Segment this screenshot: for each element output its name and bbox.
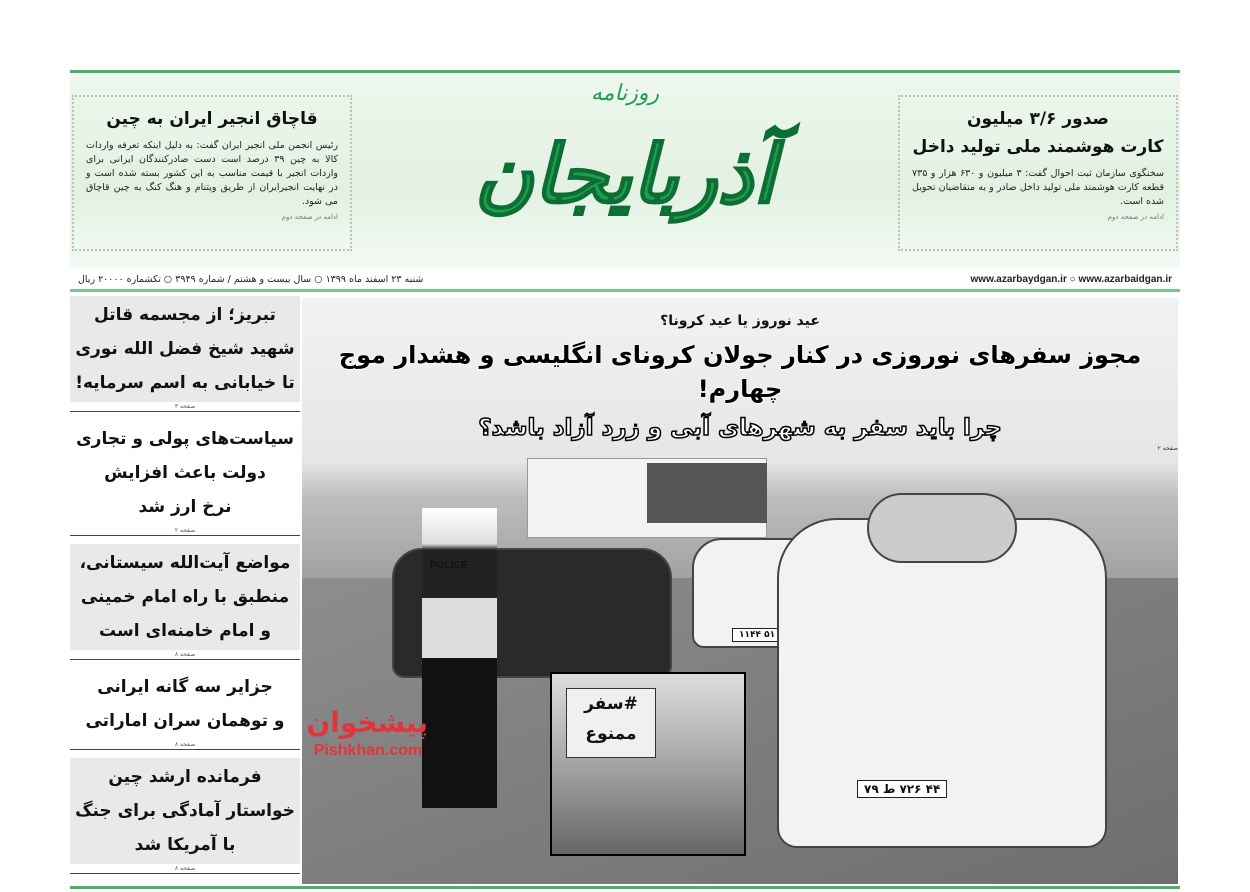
sidebar-item[interactable] bbox=[70, 668, 300, 740]
headline-line: منطبق با راه امام خمینی bbox=[80, 587, 290, 607]
continued-note: ادامه در صفحه دوم bbox=[1107, 213, 1164, 221]
newspaper-logo bbox=[360, 73, 890, 268]
issue-info: شنبه ۲۳ اسفند ماه ۱۳۹۹ ○ سال بیست و هشتم / شماره ۳۹۴۹ ○ تکشماره ۲۰۰۰۰ ریال bbox=[78, 274, 424, 285]
headline-line: دولت باعث افزایش bbox=[104, 463, 266, 483]
headline-line: شهید شیخ فضل الله نوری bbox=[75, 339, 295, 359]
masthead bbox=[70, 70, 1180, 268]
protest-sign: #سفر ممنوع bbox=[566, 688, 656, 758]
box-body: سخنگوی سازمان ثبت احوال گفت: ۳ میلیون و ۶۳۰ هزار و ۷۳۵ قطعه کارت هوشمند ملی تولید داخل صادر و به متقاضیان تحویل شده است. bbox=[912, 168, 1164, 207]
page-ref: صفحه ۸ bbox=[70, 740, 300, 750]
page-ref: صفحه ۲ bbox=[1157, 445, 1178, 452]
subheadline: چرا باید سفر به شهرهای آبی و زرد آزاد باشد؟ bbox=[478, 415, 1002, 441]
headline-line: و امام خامنه‌ای است bbox=[99, 621, 271, 641]
news-box-fig-smuggling[interactable] bbox=[72, 95, 352, 251]
headline-line: تبریز؛ از مجسمه قاتل bbox=[94, 305, 276, 325]
headline-line: تا خیابانی به اسم سرمایه! bbox=[75, 373, 295, 393]
roof-box-image bbox=[867, 493, 1017, 563]
headline-line: و توهمان سران اماراتی bbox=[85, 711, 285, 731]
box-body: رئیس انجمن ملی انجیر ایران گفت: به دلیل اینکه تعرفه واردات کالا به چین ۳۹ درصد است دست صادرکنندگان ایرانی برای واردات انجیر با قیمت مناسب به این کشور بسته شده است و در نهایت انجیرایران از طریق ویتنام و هنگ کنگ به چین قاچاق می شود. bbox=[86, 140, 338, 207]
logo-subtext: روزنامه bbox=[590, 81, 660, 106]
bottom-divider bbox=[70, 886, 1180, 889]
truck-trailer-image bbox=[647, 463, 767, 523]
main-story-photo[interactable] bbox=[302, 298, 1178, 884]
police-officer-image bbox=[422, 508, 497, 808]
inset-photo[interactable] bbox=[550, 672, 746, 856]
continued-note: ادامه در صفحه دوم bbox=[281, 213, 338, 221]
headline-line: مواضع آیت‌الله سیستانی، bbox=[79, 553, 291, 573]
news-box-national-id-cards[interactable] bbox=[898, 95, 1178, 251]
main-story-titles bbox=[302, 310, 1178, 454]
page-ref: صفحه ۸ bbox=[70, 650, 300, 660]
websites[interactable]: www.azarbaydgan.ir ○ www.azarbaidgan.ir bbox=[970, 274, 1172, 285]
headline-line: خواستار آمادگی برای جنگ bbox=[75, 801, 295, 821]
license-plate: ۴۴ ۷۲۶ ط ۷۹ bbox=[857, 780, 947, 798]
box-title-line1: صدور ۳/۶ میلیون bbox=[967, 109, 1109, 129]
watermark-en: Pishkhan.com bbox=[313, 742, 423, 759]
page-ref: صفحه ۲ bbox=[70, 526, 300, 536]
police-label: POLICE bbox=[430, 560, 468, 571]
dateline bbox=[70, 270, 1180, 292]
headline-line: فرمانده ارشد چین bbox=[108, 767, 262, 787]
sidebar-headlines bbox=[70, 296, 300, 882]
headline-line: با آمریکا شد bbox=[134, 835, 236, 855]
sidebar-item[interactable] bbox=[70, 296, 300, 402]
sidebar-item[interactable] bbox=[70, 758, 300, 864]
headline-line: نرخ ارز شد bbox=[138, 497, 232, 517]
sidebar-item[interactable] bbox=[70, 420, 300, 526]
headline-line: جزایر سه گانه ایرانی bbox=[97, 677, 273, 697]
page-ref: صفحه ۳ bbox=[70, 402, 300, 412]
watermark-fa: پیشخوان bbox=[306, 706, 428, 739]
headline-line: سیاست‌های پولی و تجاری bbox=[76, 429, 294, 449]
main-headline[interactable]: مجوز سفرهای نوروزی در کنار جولان کرونای انگلیسی و هشدار موج چهارم! bbox=[338, 341, 1142, 403]
sidebar-item[interactable] bbox=[70, 544, 300, 650]
page-ref: صفحه ۸ bbox=[70, 864, 300, 874]
box-title-line2: کارت هوشمند ملی تولید داخل bbox=[912, 137, 1164, 157]
license-plate: ۵۱ ۱۱۴۴ bbox=[732, 628, 782, 642]
kicker: عید نوروز یا عید کرونا؟ bbox=[660, 313, 820, 329]
tiba-car-image bbox=[777, 518, 1107, 848]
logo-text: آذربایجان bbox=[474, 127, 776, 221]
box-title: قاچاق انجیر ایران به چین bbox=[106, 109, 318, 129]
